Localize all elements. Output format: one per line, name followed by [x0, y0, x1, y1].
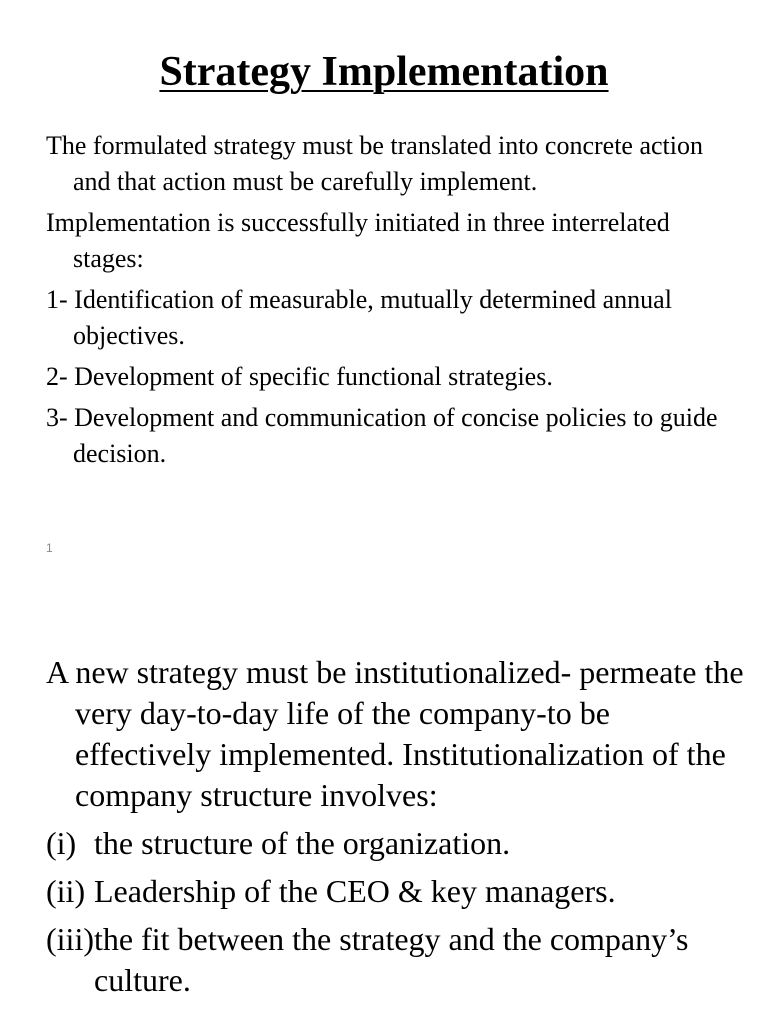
- slide-body: [46, 128, 746, 477]
- institutionalization-intro: A new strategy must be institutionalized- permeate the very day-to-day life of the company-to be effectively implemented. Institutionalization of the company structure involves:: [46, 654, 744, 813]
- list-item-i: [46, 823, 746, 864]
- stage-item-2: 2- Development of specific functional strategies.: [46, 362, 553, 391]
- stage-item-3: 3- Development and communication of concise policies to guide decision.: [46, 403, 718, 468]
- slide-2-body: [46, 652, 746, 1008]
- list-item-text: the structure of the organization.: [94, 825, 511, 861]
- list-item-text: the fit between the strategy and the company’s culture.: [94, 921, 689, 998]
- list-item-number: (ii): [46, 873, 86, 909]
- list-item-ii: [46, 871, 746, 912]
- paragraph-implementation-stages: Implementation is successfully initiated in three interrelated stages:: [46, 208, 670, 273]
- list-item-number: (i): [46, 825, 77, 861]
- list-item-iii: [46, 919, 746, 1001]
- stage-item-1: 1- Identification of measurable, mutually determined annual objectives.: [46, 285, 672, 350]
- paragraph-strategy-translation: The formulated strategy must be translated into concrete action and that action must be carefully implement.: [46, 131, 703, 196]
- list-item-number: (iii): [46, 921, 94, 957]
- slide-title: Strategy Implementation: [159, 49, 609, 95]
- institutionalization-list: [46, 823, 746, 1001]
- list-item-text: Leadership of the CEO & key managers.: [94, 873, 616, 909]
- page-number: 1: [46, 541, 53, 555]
